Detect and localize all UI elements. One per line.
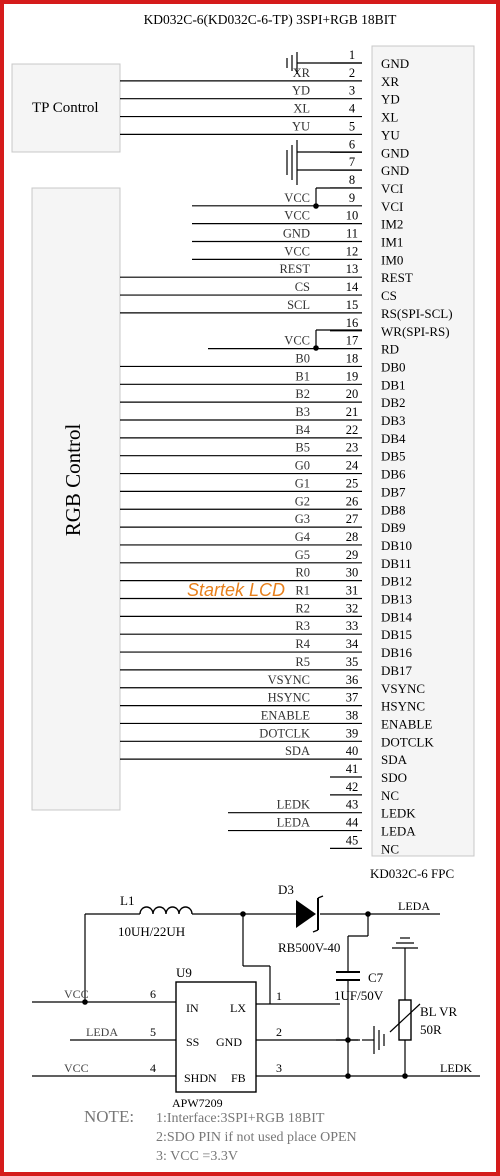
pin-function-label: DB14 xyxy=(381,609,413,625)
pin-number: 9 xyxy=(348,190,356,205)
pin-signal-label: B1 xyxy=(295,369,310,384)
pin-signal-label: SDA xyxy=(284,744,310,759)
pin-function-label: DB6 xyxy=(381,466,406,482)
pin-function-label: RD xyxy=(381,341,400,357)
note-label: NOTE: xyxy=(84,1107,135,1126)
ic-pin-lx: LX xyxy=(230,1001,246,1015)
pin-function-label: DB9 xyxy=(381,520,406,536)
pin-signal-label: R3 xyxy=(295,619,310,634)
pin-number: 39 xyxy=(345,726,359,741)
pin-function-label: DB2 xyxy=(381,395,406,411)
capacitor-symbol xyxy=(336,972,360,980)
net-leda-left: LEDA xyxy=(86,1025,118,1039)
watermark: Startek LCD xyxy=(187,580,286,600)
pin-number: 28 xyxy=(345,529,359,544)
net-vcc-top: VCC xyxy=(64,987,89,1001)
pin-signal-label: VCC xyxy=(284,190,310,205)
pin-function-label: DB13 xyxy=(381,591,413,607)
pin-num-1: 1 xyxy=(276,989,282,1003)
pin-number: 41 xyxy=(345,762,359,776)
pin-function-label: DB4 xyxy=(381,430,406,446)
pin-number: 26 xyxy=(345,494,359,509)
pin-function-label: SDA xyxy=(381,752,408,768)
pin-number: 30 xyxy=(345,565,359,580)
pin-number: 42 xyxy=(345,779,359,794)
pin-number: 11 xyxy=(345,226,359,241)
pin-function-label: VCI xyxy=(381,198,404,214)
pin-number: 16 xyxy=(345,315,359,330)
pin-number: 40 xyxy=(345,744,359,759)
pin-signal-label: R2 xyxy=(295,601,310,616)
pin-number: 29 xyxy=(345,547,359,562)
pin-signal-label: LEDA xyxy=(276,815,310,830)
pin-signal-label: G3 xyxy=(294,512,310,527)
inductor-coil xyxy=(140,907,192,914)
pin-number: 45 xyxy=(345,833,359,848)
pin-signal-label: G4 xyxy=(294,529,310,544)
pin-number: 18 xyxy=(345,351,359,366)
pin-function-label: DB15 xyxy=(381,627,413,643)
pin-function-label: DB8 xyxy=(381,502,406,518)
pin-signal-label: VSYNC xyxy=(267,672,310,687)
pin-signal-label: GND xyxy=(282,226,310,241)
pin-signal-label: CS xyxy=(294,280,310,295)
pin-signal-label: DOTCLK xyxy=(259,726,310,741)
pin-function-label: LEDA xyxy=(381,823,416,839)
pin-number: 3 xyxy=(348,83,356,98)
pin-function-label: DB3 xyxy=(381,413,406,428)
pin-number: 31 xyxy=(345,583,359,598)
pin-function-label: DB17 xyxy=(381,662,413,678)
pin-signal-label: XR xyxy=(292,65,310,80)
pin-function-label: IM1 xyxy=(381,234,404,250)
pin-function-label: HSYNC xyxy=(381,698,426,714)
pin-function-label: XR xyxy=(381,73,400,89)
pin-num-4: 4 xyxy=(150,1061,156,1075)
pin-number: 23 xyxy=(345,440,359,455)
pin-number: 32 xyxy=(345,601,359,616)
pin-number: 20 xyxy=(345,387,359,402)
pin-function-label: GND xyxy=(381,163,410,179)
ic-name: APW7209 xyxy=(172,1096,223,1110)
pin-function-label: NC xyxy=(381,787,400,803)
pin-signal-label: XL xyxy=(293,101,310,116)
pin-signal-label: G0 xyxy=(294,458,310,473)
pin-number: 35 xyxy=(345,654,359,669)
ground-symbol-vr xyxy=(392,938,418,948)
pin-number: 7 xyxy=(348,155,356,170)
pin-number: 33 xyxy=(345,619,359,634)
pin-signal-label: R0 xyxy=(295,565,310,580)
capacitor-ref: C7 xyxy=(368,970,384,985)
pin-number: 38 xyxy=(345,708,359,723)
pin-number: 2 xyxy=(348,65,356,80)
pin-number: 22 xyxy=(345,422,359,437)
ic-ref: U9 xyxy=(176,965,192,980)
pin-number: 8 xyxy=(348,172,356,187)
pin-signal-label: REST xyxy=(279,262,310,277)
pin-num-2: 2 xyxy=(276,1025,282,1039)
net-vcc-bottom: VCC xyxy=(64,1061,89,1075)
ic-pin-gnd: GND xyxy=(216,1035,242,1049)
pin-function-label: IM2 xyxy=(381,216,404,232)
pin-number: 12 xyxy=(345,244,359,259)
pin-function-label: DB10 xyxy=(381,537,413,553)
pin-function-label: IM0 xyxy=(381,252,404,268)
inductor-ref: L1 xyxy=(120,893,135,908)
diode-ref: D3 xyxy=(278,882,294,897)
pin-signal-label: LEDK xyxy=(276,797,310,812)
pin-function-label: WR(SPI-RS) xyxy=(381,323,450,339)
pin-function-label: GND xyxy=(381,145,410,161)
pin-number: 4 xyxy=(348,101,356,116)
pin-function-label: NC xyxy=(381,841,400,857)
pin-signal-label: R1 xyxy=(295,583,310,598)
pin-number: 10 xyxy=(345,208,359,223)
pin-function-label: RS(SPI-SCL) xyxy=(381,305,453,321)
pin-number: 34 xyxy=(345,637,359,652)
pin-num-6: 6 xyxy=(150,987,156,1001)
pin-function-label: GND xyxy=(381,56,410,71)
pin-num-5: 5 xyxy=(150,1025,156,1039)
pin-signal-label: B4 xyxy=(295,422,310,437)
pin-function-label: DB5 xyxy=(381,448,406,464)
pin-signal-label: YU xyxy=(291,119,310,134)
variable-resistor xyxy=(390,1000,420,1040)
pin-function-label: DB12 xyxy=(381,573,413,589)
ground-symbol-ic xyxy=(362,1026,384,1054)
pin-number: 5 xyxy=(348,119,356,134)
pin-signal-label: B5 xyxy=(295,440,310,455)
tp-control-label: TP Control xyxy=(32,100,99,116)
pin-signal-label: ENABLE xyxy=(260,708,310,723)
fpc-label: KD032C-6 FPC xyxy=(370,866,455,881)
junction-dot-cap xyxy=(365,911,371,917)
diode-symbol xyxy=(296,896,323,932)
rgb-control-label: RGB Control xyxy=(61,423,85,537)
pin-number: 27 xyxy=(345,512,359,527)
pin-rows xyxy=(120,48,453,856)
ic-pin-fb: FB xyxy=(231,1071,246,1085)
pin-number: 43 xyxy=(345,797,359,812)
pin-function-label: DB16 xyxy=(381,645,413,661)
pin-number: 36 xyxy=(345,672,359,687)
pin-function-label: SDO xyxy=(381,770,408,785)
pin-signal-label: B2 xyxy=(295,387,310,402)
pin-number: 6 xyxy=(348,137,356,152)
pin-function-label: REST xyxy=(381,270,413,286)
pin-signal-label: VCC xyxy=(284,208,310,223)
pin-function-label: LEDK xyxy=(381,805,416,821)
pin-num-3: 3 xyxy=(276,1061,282,1075)
pin-number: 13 xyxy=(345,262,359,277)
ic-pin-ss: SS xyxy=(186,1035,200,1049)
pin-function-label: DB7 xyxy=(381,484,406,500)
pin-signal-label: G5 xyxy=(294,547,310,562)
pin-function-label: VCI xyxy=(381,180,404,196)
pin-function-label: DB0 xyxy=(381,359,406,375)
pin-number: 44 xyxy=(345,815,359,830)
resistor-value: 50R xyxy=(420,1022,442,1037)
pin-signal-label: YD xyxy=(291,83,310,98)
inductor-value: 10UH/22UH xyxy=(118,924,186,939)
pin-function-label: DOTCLK xyxy=(381,734,434,750)
pin-function-label: DB11 xyxy=(381,555,412,571)
junction-dot-9 xyxy=(313,203,319,209)
capacitor-value: 1UF/50V xyxy=(334,988,384,1003)
pin-signal-label: R4 xyxy=(295,637,310,652)
pin-number: 24 xyxy=(345,458,359,473)
pin-signal-label: HSYNC xyxy=(267,690,310,705)
junction-dot-vr xyxy=(402,1073,408,1079)
pin-signal-label: R5 xyxy=(295,654,310,669)
pin-number: 15 xyxy=(345,297,359,312)
pin-signal-label: B3 xyxy=(295,405,310,419)
resistor-ref: BL VR xyxy=(420,1004,458,1019)
note-line-2: 2:SDO PIN if not used place OPEN xyxy=(156,1130,357,1145)
diode-value: RB500V-40 xyxy=(278,940,341,955)
pin-number: 14 xyxy=(345,280,359,295)
pin-signal-label: B0 xyxy=(295,351,310,366)
pin-function-label: CS xyxy=(381,288,397,304)
junction-dot-fb xyxy=(345,1073,351,1079)
note-line-3: 3: VCC =3.3V xyxy=(156,1149,238,1164)
pin-number: 19 xyxy=(345,369,359,384)
junction-dot-cap-bottom xyxy=(345,1037,351,1043)
junction-dot-lx xyxy=(240,911,246,917)
pin-signal-label: VCC xyxy=(284,333,310,348)
pin-signal-label: SCL xyxy=(287,297,310,312)
net-ledk-out: LEDK xyxy=(440,1061,472,1075)
diagram-title: KD032C-6(KD032C-6-TP) 3SPI+RGB 18BIT xyxy=(143,12,397,27)
pin-function-label: YU xyxy=(381,127,400,143)
pin-signal-label: G1 xyxy=(294,476,310,491)
pin-number: 25 xyxy=(345,476,359,491)
pin-signal-label: G2 xyxy=(294,494,310,509)
pin-number: 17 xyxy=(345,333,359,348)
pin-function-label: YD xyxy=(381,91,400,107)
pin-function-label: XL xyxy=(381,109,399,125)
ic-pin-in: IN xyxy=(186,1001,199,1015)
pin-function-label: DB1 xyxy=(381,377,406,393)
note-line-1: 1:Interface:3SPI+RGB 18BIT xyxy=(156,1111,325,1126)
pin-signal-label: VCC xyxy=(284,244,310,259)
pin-number: 1 xyxy=(348,48,356,62)
net-leda-out: LEDA xyxy=(398,899,430,913)
pin-function-label: ENABLE xyxy=(381,716,433,732)
junction-dot-17 xyxy=(313,345,319,351)
pin-number: 37 xyxy=(345,690,359,705)
pin-number: 21 xyxy=(345,405,359,419)
ic-pin-shdn: SHDN xyxy=(184,1071,217,1085)
pin-function-label: VSYNC xyxy=(381,680,426,696)
